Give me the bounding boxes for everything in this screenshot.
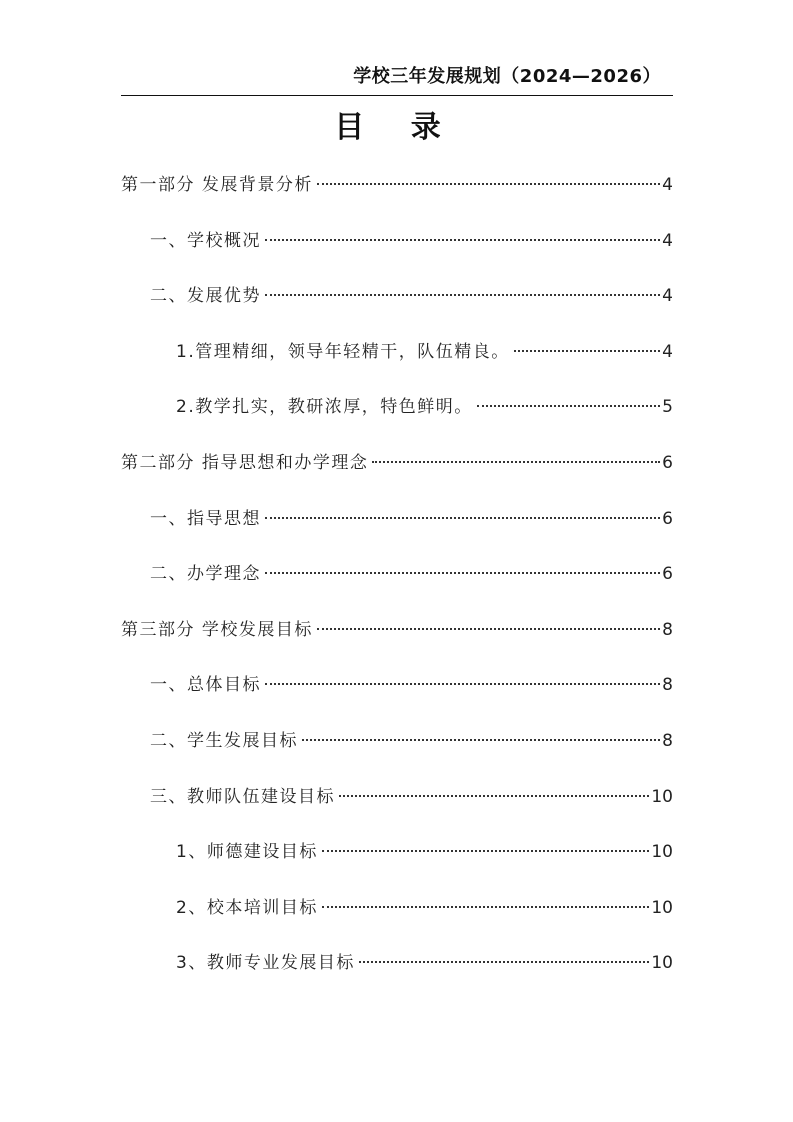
toc-entry[interactable] xyxy=(121,825,673,881)
toc-entry-label: 二、办学理念 xyxy=(150,564,261,585)
toc-entry-label: 二、发展优势 xyxy=(150,286,261,307)
toc-entry-page: 10 xyxy=(651,786,673,807)
toc-entry-label: 一、总体目标 xyxy=(150,675,261,696)
dot-leader xyxy=(265,517,660,519)
dot-leader xyxy=(265,572,660,574)
toc-entry-label: 第三部分 学校发展目标 xyxy=(121,619,313,640)
toc-entry[interactable] xyxy=(121,436,673,492)
toc-entry[interactable] xyxy=(121,158,673,214)
toc-entry-label: 第二部分 指导思想和办学理念 xyxy=(121,452,369,473)
running-header: 学校三年发展规划（2024—2026） xyxy=(353,66,661,87)
dot-leader xyxy=(322,906,650,908)
toc-entry[interactable] xyxy=(121,492,673,548)
toc-title: 目 录 xyxy=(334,110,459,145)
toc-entry[interactable] xyxy=(121,325,673,381)
dot-leader xyxy=(317,628,660,630)
dot-leader xyxy=(322,850,650,852)
toc-entry[interactable] xyxy=(121,603,673,659)
toc-entry-page: 4 xyxy=(662,175,673,195)
toc-entry-page: 4 xyxy=(662,286,673,307)
toc-entry-page: 8 xyxy=(662,730,673,751)
dot-leader xyxy=(477,405,660,407)
toc-entry-page: 10 xyxy=(651,842,673,863)
header-rule xyxy=(121,95,673,96)
dot-leader xyxy=(372,461,660,463)
dot-leader xyxy=(514,350,660,352)
toc-entry-page: 8 xyxy=(662,619,673,640)
toc-entry[interactable] xyxy=(121,770,673,826)
dot-leader xyxy=(265,294,660,296)
toc-entry-label: 2.教学扎实，教研浓厚，特色鲜明。 xyxy=(176,397,473,418)
toc-entry-page: 5 xyxy=(662,397,673,418)
toc-entry-label: 一、学校概况 xyxy=(150,230,261,251)
dot-leader xyxy=(265,239,660,241)
toc-entry[interactable] xyxy=(121,547,673,603)
toc-entry-label: 第一部分 发展背景分析 xyxy=(121,175,313,195)
toc-entry-page: 6 xyxy=(662,452,673,473)
toc-entry-page: 4 xyxy=(662,341,673,362)
toc-entry[interactable] xyxy=(121,714,673,770)
dot-leader xyxy=(317,183,660,185)
toc-entry[interactable] xyxy=(121,380,673,436)
toc-entry[interactable] xyxy=(121,936,673,992)
dot-leader xyxy=(265,683,660,685)
toc-entry-label: 1.管理精细，领导年轻精干，队伍精良。 xyxy=(176,341,510,362)
toc-entry-label: 3、教师专业发展目标 xyxy=(176,953,355,974)
table-of-contents xyxy=(121,158,673,992)
dot-leader xyxy=(339,795,649,797)
toc-entry-page: 8 xyxy=(662,675,673,696)
dot-leader xyxy=(359,961,650,963)
toc-entry-label: 一、指导思想 xyxy=(150,508,261,529)
toc-entry-label: 三、教师队伍建设目标 xyxy=(150,786,335,807)
toc-entry[interactable] xyxy=(121,269,673,325)
toc-entry-page: 6 xyxy=(662,508,673,529)
toc-entry[interactable] xyxy=(121,658,673,714)
toc-entry-page: 10 xyxy=(651,897,673,918)
toc-entry-page: 4 xyxy=(662,230,673,251)
toc-entry[interactable] xyxy=(121,881,673,937)
toc-entry[interactable] xyxy=(121,214,673,270)
toc-entry-label: 2、校本培训目标 xyxy=(176,897,318,918)
toc-entry-label: 1、师德建设目标 xyxy=(176,842,318,863)
dot-leader xyxy=(302,739,660,741)
toc-entry-label: 二、学生发展目标 xyxy=(150,730,298,751)
toc-entry-page: 6 xyxy=(662,564,673,585)
toc-entry-page: 10 xyxy=(651,953,673,974)
